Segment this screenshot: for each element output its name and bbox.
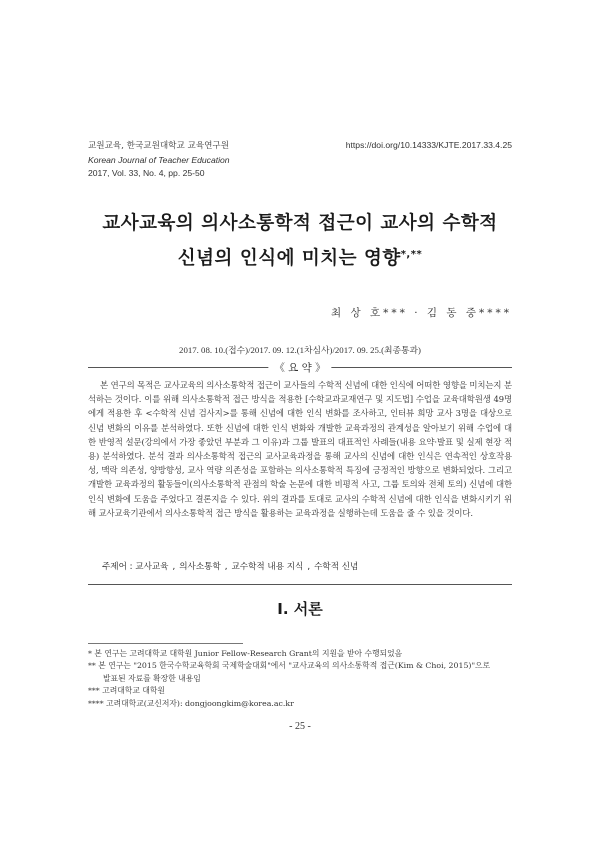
footnote-mark: **** xyxy=(88,698,104,708)
footnote-text: 본 연구는 고려대학교 대학원 Junior Fellow-Research Grant의 지원을 받아 수행되었음 xyxy=(94,649,403,658)
footnote-mark: *** xyxy=(88,686,100,696)
summary-header xyxy=(88,361,512,373)
footnote-text: 본 연구는 "2015 한국수학교육학회 국제학술대회"에서 "교사교육의 의사소통학적 접근(Kim & Choi, 2015)"으로 xyxy=(98,661,491,671)
abstract-text: 본 연구의 목적은 교사교육의 의사소통학적 접근이 교사들의 수학적 신념에 대한 인식에 어떠한 영향을 미치는지 분석하는 것이다. 이를 위해 의사소통학적 접근 방식을 적용한 [수학교과교재연구 및 지도법] 수업을 교육대학원생 49명에게 적용한 후 <수학적 신념 검사지>를 통해 신념에 대한 인식 변화를 조사하고, 인터뷰 희망 교사 3명을 대상으로 신념 변화의 이유를 분석하였다. 또한 신념에 대한 인식 변화와 개발한 교육과정의 관계성을 알아보기 위해 수업에 대한 반영적 설문(강의에서 가장 좋았던 부분과 그 이유)과 그룹 발표의 대표적인 사례들(내용 요약·발표 및 실제 현장 적용) 분석하였다. 분석 결과 의사소통학적 접근의 교사교육과정을 통해 교사의 신념에 대한 인식은 연속적인 상호작용성, 맥락 의존성, 양방향성, 교사 역량 의존성을 포함하는 의사소통학적 특징에 긍정적인 방향으로 변화되었다. 그리고 개발한 교육과정의 활동들이(의사소통학적 관점의 학술 논문에 대한 비평적 사고, 그룹 토의와 전체 토의) 신념에 대한 인식 변화에 도움을 주었다고 결론지을 수 있다. 위의 결과를 토대로 교사의 수학적 신념에 대한 인식을 변화시키기 위해 교사교육기관에서 의사소통학적 접근 방식을 활용하는 교육과정을 실행하는데 도움을 줄 수 있을 것이다. xyxy=(88,380,512,518)
keywords xyxy=(102,560,358,572)
footnote-2 xyxy=(88,660,518,672)
page-number: - 25 - xyxy=(289,721,311,732)
keywords-label: 주제어 : xyxy=(102,562,133,572)
title-line-1: 교사교육의 의사소통학적 접근이 교사의 수학적 xyxy=(102,213,498,234)
footnote-3 xyxy=(88,685,518,697)
footnote-mark: * xyxy=(88,649,92,658)
journal-info xyxy=(88,140,230,181)
footnote-divider xyxy=(88,643,243,644)
journal-volume-pages: 2017, Vol. 33, No. 4, pp. 25-50 xyxy=(88,168,205,178)
title-line-2: 신념의 인식에 미치는 영향 xyxy=(177,248,401,269)
footnote-text: 고려대학교(교신저자): dongjoongkim@korea.ac.kr xyxy=(106,698,294,708)
keyword-item: 교수학적 내용 지식 xyxy=(231,562,304,572)
footnote-4 xyxy=(88,698,518,710)
footnotes xyxy=(88,648,518,710)
doi-link[interactable]: https://doi.org/10.14333/KJTE.2017.33.4.25 xyxy=(345,140,512,150)
journal-name-english: Korean Journal of Teacher Education xyxy=(88,154,230,165)
keyword-separator: , xyxy=(224,562,228,572)
footnote-1 xyxy=(88,648,518,660)
review-dates: 2017. 08. 10.(접수)/2017. 09. 12.(1차심사)/2017. 09. 25.(최종통과) xyxy=(179,345,421,355)
keyword-item: 교사교육 xyxy=(135,562,169,572)
keyword-separator: , xyxy=(307,562,311,572)
footnote-2-continued: 발표된 자료를 확장한 내용임 xyxy=(103,673,201,683)
author-names: 최 상 호*** · 김 동 중**** xyxy=(331,307,512,319)
keyword-separator: , xyxy=(172,562,176,572)
journal-name-korean: 교원교육, 한국교원대학교 교육연구원 xyxy=(88,141,230,151)
paper-title xyxy=(60,208,540,274)
summary-bottom-rule xyxy=(88,584,512,585)
footnote-text: 고려대학교 대학원 xyxy=(102,686,165,696)
keyword-item: 수학적 신념 xyxy=(314,562,359,572)
keyword-item: 의사소통학 xyxy=(179,562,221,572)
footnote-mark: ** xyxy=(88,661,96,671)
summary-label: 《 요 약 》 xyxy=(268,360,331,375)
title-footnote-marks: *,** xyxy=(400,249,423,260)
section-heading: Ⅰ. 서론 xyxy=(277,600,323,618)
title-line-2-wrap xyxy=(60,239,540,274)
